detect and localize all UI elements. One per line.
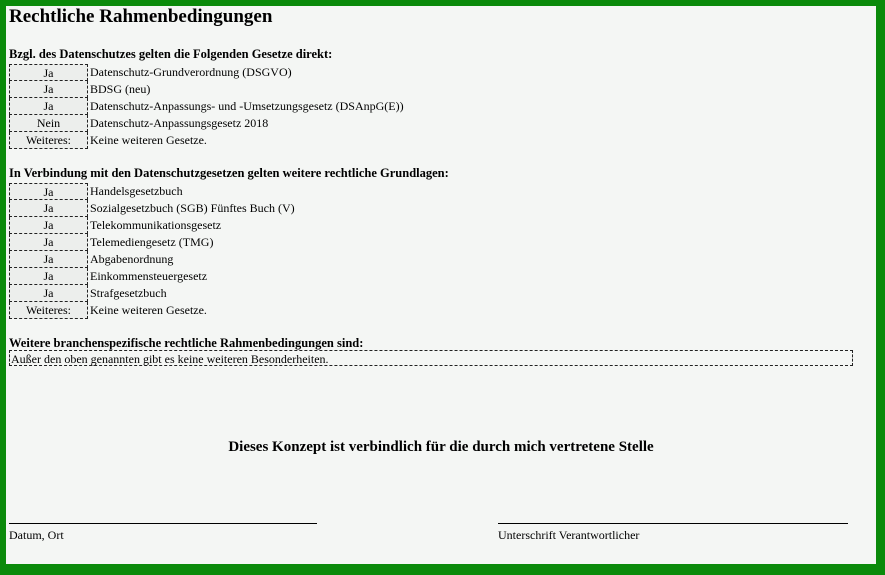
status-cell[interactable]: Ja [9,183,88,200]
binding-statement: Dieses Konzept ist verbindlich für die durch mich vertretene Stelle [228,439,654,455]
table-row [9,115,509,132]
law-name: Einkommensteuergesetz [90,269,208,283]
signature-label: Unterschrift Verantwortlicher [498,528,640,542]
status-cell[interactable]: Ja [9,81,88,98]
table-row [9,98,509,115]
table-row [9,64,509,81]
table-row [9,81,509,98]
law-name: Sozialgesetzbuch (SGB) Fünftes Buch (V) [90,201,295,215]
section-heading-direct-laws: Bzgl. des Datenschutzes gelten die Folgenden Gesetze direkt: [9,47,333,61]
status-cell[interactable]: Nein [9,115,88,132]
status-cell[interactable]: Ja [9,217,88,234]
section-heading-industry-specific: Weitere branchenspezifische rechtliche Rahmenbedingungen sind: [9,336,364,350]
law-name: Keine weiteren Gesetze. [90,133,207,147]
table-row [9,251,509,268]
table-row [9,285,509,302]
law-name: Datenschutz-Anpassungsgesetz 2018 [90,116,269,130]
status-cell[interactable]: Ja [9,268,88,285]
table-row [9,200,509,217]
status-cell[interactable]: Ja [9,200,88,217]
status-cell[interactable]: Ja [9,234,88,251]
law-name: Datenschutz-Anpassungs- und -Umsetzungsgesetz (DSAnpG(E)) [90,99,404,113]
table-row [9,234,509,251]
date-place-label: Datum, Ort [9,528,64,542]
law-name: Telemediengesetz (TMG) [90,235,214,249]
status-cell[interactable]: Weiteres: [9,302,88,319]
status-cell[interactable]: Weiteres: [9,132,88,149]
law-name: Datenschutz-Grundverordnung (DSGVO) [90,65,292,79]
law-name: Abgabenordnung [90,252,174,266]
table-row [9,268,509,285]
signature-line [498,523,848,524]
law-name: Keine weiteren Gesetze. [90,303,207,317]
law-name: Telekommunikationsgesetz [90,218,222,232]
table-row [9,132,509,149]
law-name: Handelsgesetzbuch [90,184,183,198]
law-name: Strafgesetzbuch [90,286,167,300]
law-name: BDSG (neu) [90,82,151,96]
date-place-line [9,523,317,524]
section-heading-further-laws: In Verbindung mit den Datenschutzgesetzen gelten weitere rechtliche Grundlagen: [9,166,449,180]
table-row [9,302,509,319]
status-cell[interactable]: Ja [9,64,88,81]
status-cell[interactable]: Ja [9,251,88,268]
status-cell[interactable]: Ja [9,98,88,115]
table-row [9,183,509,200]
table-row [9,217,509,234]
page-title: Rechtliche Rahmenbedingungen [9,6,273,27]
document-sheet [6,6,876,564]
industry-note-field[interactable]: Außer den oben genannten gibt es keine weiteren Besonderheiten. [9,350,853,366]
status-cell[interactable]: Ja [9,285,88,302]
